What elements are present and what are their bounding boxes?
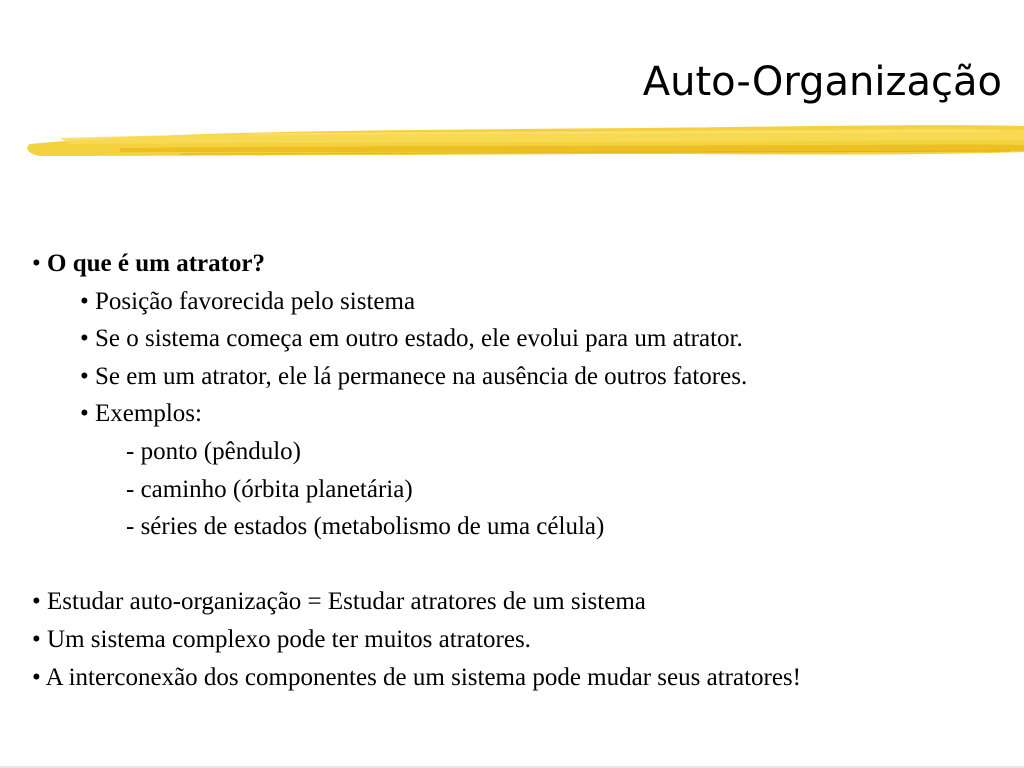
sub-bullet-favored-position: • Posição favorecida pelo sistema [80, 287, 416, 315]
bullet-study-attractors: • Estudar auto-organização = Estudar atratores de um sistema [32, 588, 646, 616]
bullet-many-attractors: • Um sistema complexo pode ter muitos atratores. [32, 625, 531, 653]
example-state-series: - séries de estados (metabolismo de uma célula) [126, 513, 605, 541]
example-point: - ponto (pêndulo) [126, 437, 301, 465]
slide-title: Auto-Organização [642, 59, 1002, 105]
bullet-interconnection: • A interconexão dos componentes de um sistema pode mudar seus atratores! [32, 663, 801, 691]
sub-bullet-evolves-to-attractor: • Se o sistema começa em outro estado, ele evolui para um atrator. [80, 325, 743, 353]
spacer [32, 546, 965, 584]
title-underline-brush-stroke [0, 118, 1024, 164]
bullet-question: • O que é um atrator? [32, 250, 266, 277]
slide-content [32, 245, 965, 696]
sub-bullet-remains-in-attractor: • Se em um atrator, ele lá permanece na ausência de outros fatores. [80, 362, 748, 390]
example-path: - caminho (órbita planetária) [126, 475, 413, 503]
sub-bullet-examples: • Exemplos: [80, 400, 202, 428]
